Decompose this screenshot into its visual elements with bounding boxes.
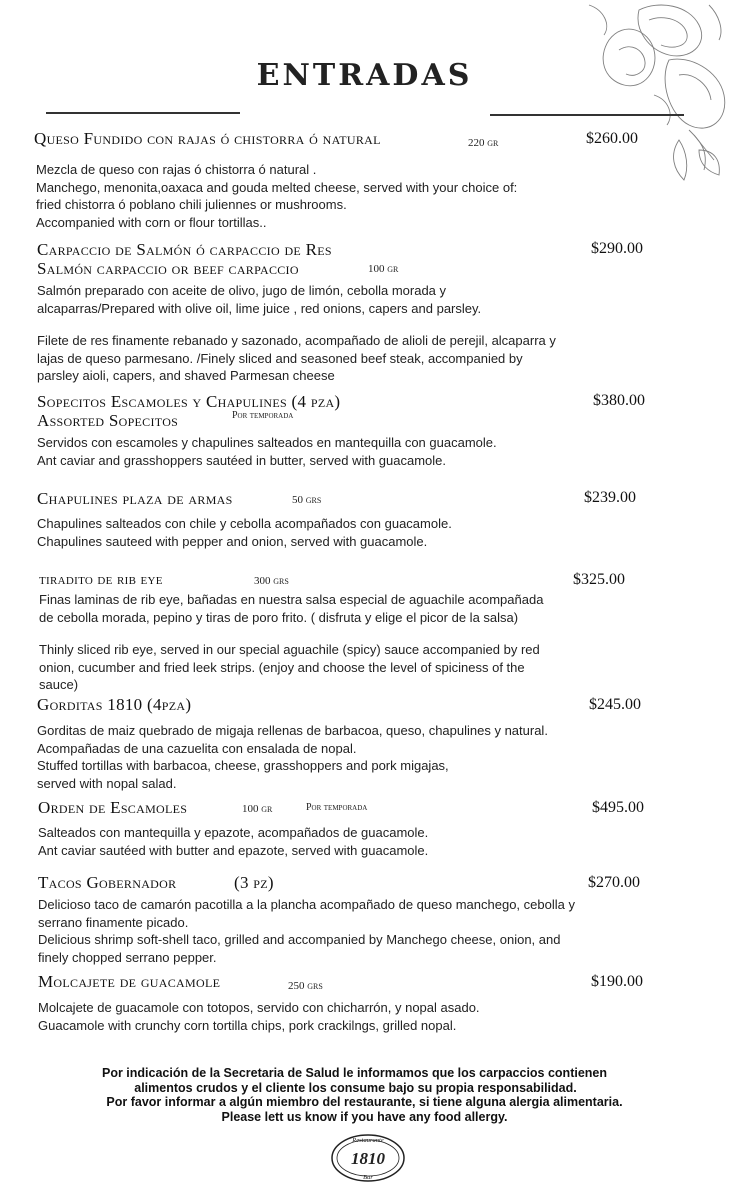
svg-text:Restaurante: Restaurante [352,1137,384,1144]
item-description: Salteados con mantequilla y epazote, acompañados de guacamole. Ant caviar sautéed with butter and epazote, served with guacamole. [38,825,429,858]
item-weight: 100 gr [242,803,273,815]
item-weight: 100 gr [368,263,399,275]
item-price: $290.00 [591,240,643,257]
item-name: Chapulines plaza de armas [37,489,233,508]
item-description: Delicioso taco de camarón pacotilla a la plancha acompañado de queso manchego, cebolla y serrano finamente picado. Delicious shrimp soft-shell taco, grilled and accompanied by Manchego cheese, onion, and finely chopped serrano pepper. [38,897,575,965]
item-description: Molcajete de guacamole con totopos, servido con chicharrón, y nopal asado. Guacamole with crunchy corn tortilla chips, pork crackilngs, grilled nopal. [38,1000,480,1033]
item-name: Molcajete de guacamole [38,972,221,991]
item-weight: 300 grs [254,575,289,587]
item-price: $260.00 [586,130,638,147]
item-season: Por temporada [232,410,294,421]
item-price: $239.00 [584,489,636,506]
item-description: Gorditas de maiz quebrado de migaja rellenas de barbacoa, queso, chapulines y natural. Acompañadas de una cazuelita con ensalada de nopal. Stuffed tortillas with barbacoa, cheese, grasshoppers and pork migajas, served with nopal salad. [37,723,548,791]
svg-text:Bar: Bar [363,1174,373,1181]
restaurant-logo [330,1133,406,1183]
title-rule-right [490,114,684,116]
svg-text:1810: 1810 [351,1149,385,1168]
health-notice: Por indicación de la Secretaria de Salud le informamos que los carpaccios contienen alimentos crudos y el cliente los consume bajo su propia responsabilidad. Por favor informar a algún miembro del restaurante, si tiene alguna alergia alimentaria. Please lett us know if you have any food allergy. [101,1066,623,1124]
flower-illustration [549,0,729,190]
item-price: $270.00 [588,874,640,891]
item-weight: 50 grs [292,494,322,506]
item-price: $325.00 [573,571,625,588]
item-description: Salmón preparado con aceite de olivo, jugo de limón, cebolla morada y alcaparras/Prepared with olive oil, lime juice , red onions, capers and parsley. [37,283,482,316]
page-title: ENTRADAS [256,58,473,93]
item-name: Carpaccio de Salmón ó carpaccio de Res [37,240,332,259]
item-season: Por temporada [306,802,368,813]
item-price: $190.00 [591,973,643,990]
item-description-2: Filete de res finamente rebanado y sazonado, acompañado de alioli de perejil, alcaparra y lajas de queso parmesano. /Finely sliced and seasoned beef steak, accompanied by parsley aioli, capers, and shaved Parmesan cheese [37,333,556,383]
item-name: Gorditas 1810 (4pza) [37,695,192,714]
item-name: tiradito de rib eye [39,571,163,588]
item-name-english: Assorted Sopecitos [37,411,179,430]
item-quantity: (3 pz) [234,873,274,892]
item-description: Chapulines salteados con chile y cebolla acompañados con guacamole. Chapulines sauteed with pepper and onion, served with guacamole. [37,516,452,549]
item-name: Sopecitos Escamoles y Chapulines (4 pza) [37,392,341,411]
title-rule-left [46,112,240,114]
item-weight: 250 grs [288,980,323,992]
item-price: $380.00 [593,392,645,409]
item-price: $495.00 [592,799,644,816]
item-weight: 220 gr [468,137,499,149]
item-name: Tacos Gobernador [38,873,177,892]
item-name: Orden de Escamoles [38,798,188,817]
item-description: Servidos con escamoles y chapulines salteados en mantequilla con guacamole. Ant caviar and grasshoppers sautéed in butter, served with guacamole. [37,435,497,468]
item-price: $245.00 [589,696,641,713]
item-name-english: Salmón carpaccio or beef carpaccio [37,259,299,278]
item-description: Finas laminas de rib eye, bañadas en nuestra salsa especial de aguachile acompañada de cebolla morada, pepino y tiras de poro frito. ( disfruta y elige el picor de la salsa) [39,592,544,625]
item-description-2: Thinly sliced rib eye, served in our special aguachile (spicy) sauce accompanied by red onion, cucumber and fried leek strips. (enjoy and choose the level of spiciness of the sauce) [39,642,540,692]
item-name: Queso Fundido con rajas ó chistorra ó natural [34,129,381,148]
item-description: Mezcla de queso con rajas ó chistorra ó natural . Manchego, menonita,oaxaca and gouda melted cheese, served with your choice of: fried chistorra ó poblano chili juliennes or mushrooms. Accompanied with corn or flour tortillas.. [36,162,518,230]
